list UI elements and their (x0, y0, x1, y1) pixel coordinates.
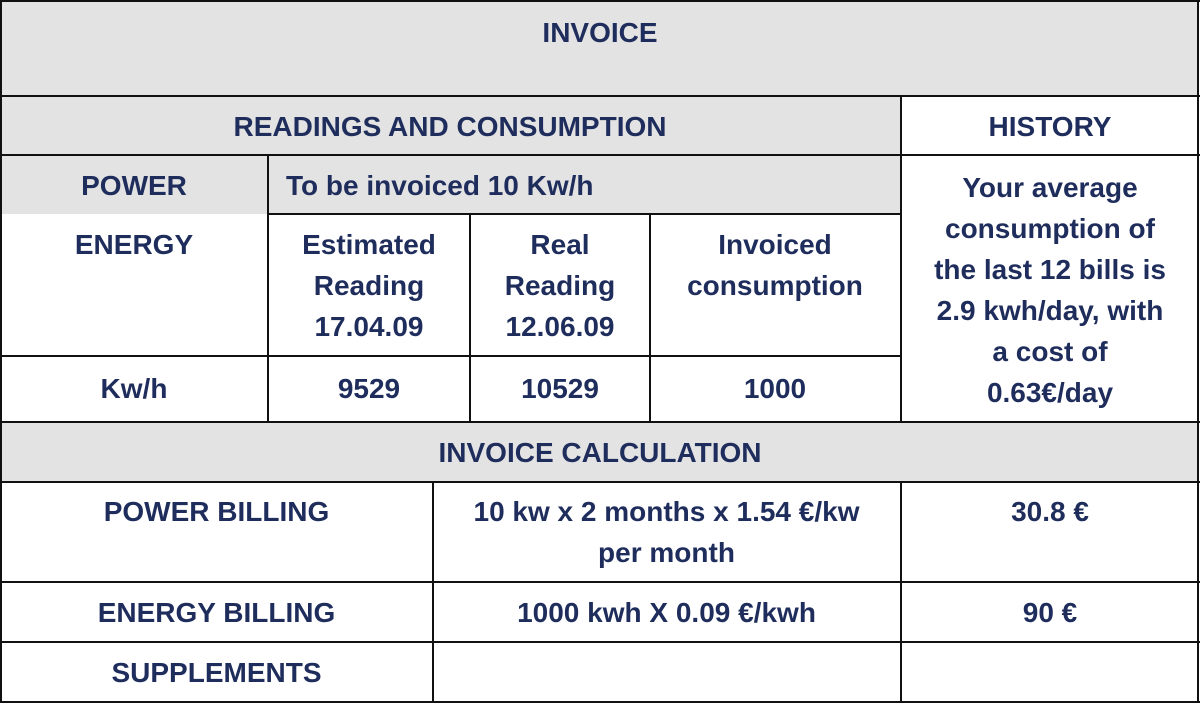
grid-line (0, 641, 1200, 643)
grid-line (0, 701, 1200, 703)
unit-label: Kw/h (100, 372, 168, 404)
supplements-label: SUPPLEMENTS (111, 656, 322, 688)
grid-line (1197, 0, 1199, 703)
grid-line (900, 95, 902, 423)
grid-line (0, 0, 1200, 2)
grid-line (649, 213, 651, 423)
grid-line (0, 154, 1200, 156)
supplements-formula (433, 642, 900, 702)
history-header: HISTORY (988, 110, 1112, 142)
grid-line (0, 421, 1200, 423)
real-reading-header: Real Reading 12.06.09 (504, 229, 616, 342)
grid-line (0, 355, 900, 357)
grid-line (432, 481, 434, 703)
invoiced-consumption-header: Invoiced consumption (687, 229, 863, 301)
energy-billing-amount: 90 € (1022, 596, 1078, 628)
energy-billing-label: ENERGY BILLING (97, 596, 336, 628)
estimated-reading-header: Estimated Reading 17.04.09 (302, 229, 436, 342)
history-text: Your average consumption of the last 12 bills is 2.9 kwh/day, with a cost of 0.63€/day (934, 172, 1166, 408)
grid-line (0, 581, 1200, 583)
calculation-header: INVOICE CALCULATION (438, 436, 762, 468)
grid-line (900, 481, 902, 703)
grid-line (0, 481, 1200, 483)
grid-line (268, 213, 900, 215)
grid-line (469, 213, 471, 423)
grid-line (0, 0, 2, 703)
real-value: 10529 (521, 372, 599, 404)
power-billing-formula: 10 kw x 2 months x 1.54 €/kw per month (473, 496, 860, 568)
grid-line (0, 95, 1200, 97)
consumption-value: 1000 (743, 372, 807, 404)
grid-line (267, 154, 269, 423)
power-label: POWER (81, 169, 187, 201)
energy-billing-formula: 1000 kwh X 0.09 €/kwh (517, 596, 816, 628)
readings-header: READINGS AND CONSUMPTION (233, 110, 667, 142)
power-billing-label: POWER BILLING (103, 496, 330, 527)
estimated-value: 9529 (337, 372, 401, 404)
supplements-amount (900, 642, 1200, 702)
power-billing-amount: 30.8 € (1011, 496, 1089, 527)
energy-label: ENERGY (74, 229, 194, 260)
page-title: INVOICE (542, 17, 658, 48)
power-value: To be invoiced 10 Kw/h (286, 169, 594, 201)
